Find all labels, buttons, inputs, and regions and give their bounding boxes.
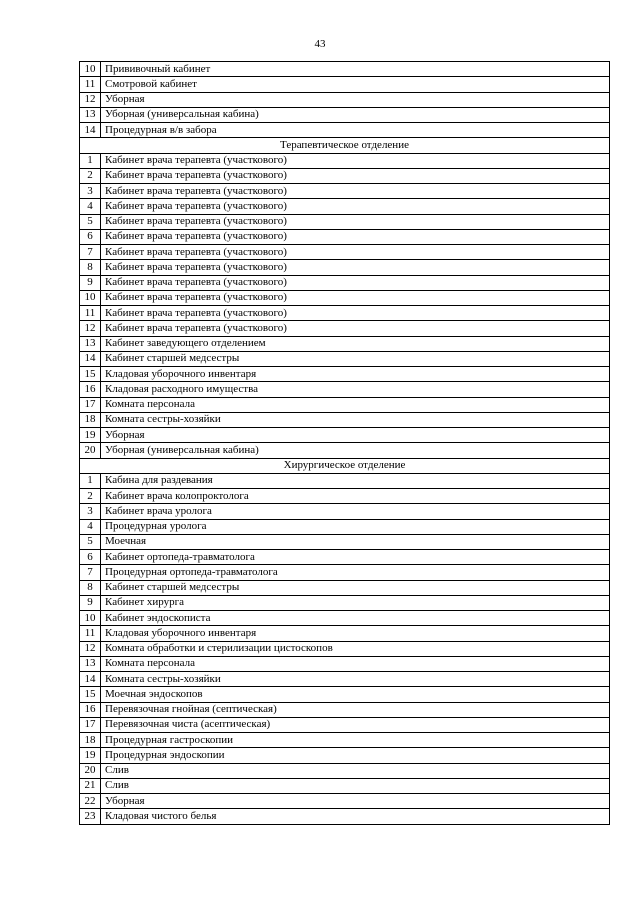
row-number: 1 [80, 153, 101, 168]
room-name: Процедурная эндоскопии [101, 748, 610, 763]
table-row [80, 214, 610, 229]
table-row [80, 611, 610, 626]
table-row [80, 641, 610, 656]
row-number: 3 [80, 504, 101, 519]
room-name: Слив [101, 763, 610, 778]
table-row [80, 92, 610, 107]
row-number: 11 [80, 306, 101, 321]
row-number: 16 [80, 702, 101, 717]
room-name: Смотровой кабинет [101, 77, 610, 92]
table-row [80, 321, 610, 336]
row-number: 21 [80, 778, 101, 793]
room-name: Кабинет эндоскописта [101, 611, 610, 626]
room-name: Кабинет врача терапевта (участкового) [101, 229, 610, 244]
table-row [80, 580, 610, 595]
room-name: Кладовая чистого белья [101, 809, 610, 824]
room-name: Кабинет врача терапевта (участкового) [101, 245, 610, 260]
table-row [80, 565, 610, 580]
row-number: 11 [80, 626, 101, 641]
table-row [80, 245, 610, 260]
room-name: Кабинет врача терапевта (участкового) [101, 168, 610, 183]
room-name: Моечная эндоскопов [101, 687, 610, 702]
table-row [80, 351, 610, 366]
row-number: 6 [80, 550, 101, 565]
row-number: 1 [80, 473, 101, 488]
row-number: 2 [80, 168, 101, 183]
table-row [80, 306, 610, 321]
row-number: 10 [80, 62, 101, 77]
table-row [80, 534, 610, 549]
room-name: Моечная [101, 534, 610, 549]
table-row [80, 672, 610, 687]
row-number: 13 [80, 336, 101, 351]
row-number: 14 [80, 672, 101, 687]
row-number: 3 [80, 184, 101, 199]
row-number: 12 [80, 92, 101, 107]
row-number: 8 [80, 580, 101, 595]
room-name: Комната сестры-хозяйки [101, 412, 610, 427]
table-row [80, 184, 610, 199]
room-name: Перевязочная гнойная (септическая) [101, 702, 610, 717]
room-name: Кабинет врача терапевта (участкового) [101, 184, 610, 199]
table-row [80, 123, 610, 138]
room-name: Прививочный кабинет [101, 62, 610, 77]
table-row [80, 489, 610, 504]
table-row [80, 107, 610, 122]
table-row [80, 473, 610, 488]
table-row [80, 428, 610, 443]
table-row [80, 412, 610, 427]
room-name: Кабинет врача терапевта (участкового) [101, 290, 610, 305]
row-number: 9 [80, 275, 101, 290]
room-name: Кладовая уборочного инвентаря [101, 367, 610, 382]
table-row [80, 733, 610, 748]
table-row [80, 336, 610, 351]
table-row [80, 778, 610, 793]
room-name: Комната персонала [101, 656, 610, 671]
row-number: 20 [80, 763, 101, 778]
table-row [80, 229, 610, 244]
table-row [80, 656, 610, 671]
table-row [80, 763, 610, 778]
row-number: 5 [80, 534, 101, 549]
row-number: 12 [80, 641, 101, 656]
table-row [80, 794, 610, 809]
table-row [80, 367, 610, 382]
table-row [80, 519, 610, 534]
table-row [80, 275, 610, 290]
row-number: 13 [80, 656, 101, 671]
row-number: 9 [80, 595, 101, 610]
row-number: 8 [80, 260, 101, 275]
room-name: Перевязочная чиста (асептическая) [101, 717, 610, 732]
room-name: Кабинет врача уролога [101, 504, 610, 519]
table-row [80, 77, 610, 92]
section-heading: Хирургическое отделение [80, 458, 610, 473]
row-number: 4 [80, 199, 101, 214]
row-number: 11 [80, 77, 101, 92]
table-row [80, 62, 610, 77]
table-row [80, 595, 610, 610]
room-name: Уборная [101, 428, 610, 443]
room-name: Кабинет врача терапевта (участкового) [101, 199, 610, 214]
page-number: 43 [314, 38, 326, 50]
table-row [80, 397, 610, 412]
room-name: Кабинет врача терапевта (участкового) [101, 275, 610, 290]
room-name: Кабинет заведующего отделением [101, 336, 610, 351]
table-row [80, 382, 610, 397]
row-number: 22 [80, 794, 101, 809]
table-row [80, 290, 610, 305]
room-name: Кабинет хирурга [101, 595, 610, 610]
table-row [80, 687, 610, 702]
room-name: Комната персонала [101, 397, 610, 412]
room-name: Кабинет врача терапевта (участкового) [101, 260, 610, 275]
room-name: Кабинет врача терапевта (участкового) [101, 153, 610, 168]
rooms-table-body [80, 62, 610, 825]
section-heading-row [80, 138, 610, 153]
room-name: Кабинет врача терапевта (участкового) [101, 306, 610, 321]
table-row [80, 717, 610, 732]
row-number: 10 [80, 611, 101, 626]
room-name: Уборная (универсальная кабина) [101, 443, 610, 458]
row-number: 19 [80, 748, 101, 763]
row-number: 7 [80, 245, 101, 260]
room-name: Кладовая расходного имущества [101, 382, 610, 397]
room-name: Кабинет врача терапевта (участкового) [101, 321, 610, 336]
room-name: Кабинет старшей медсестры [101, 580, 610, 595]
row-number: 23 [80, 809, 101, 824]
room-name: Слив [101, 778, 610, 793]
room-name: Кладовая уборочного инвентаря [101, 626, 610, 641]
room-name: Процедурная в/в забора [101, 123, 610, 138]
row-number: 14 [80, 351, 101, 366]
table-row [80, 168, 610, 183]
table-row [80, 443, 610, 458]
table-row [80, 702, 610, 717]
row-number: 15 [80, 687, 101, 702]
row-number: 16 [80, 382, 101, 397]
row-number: 20 [80, 443, 101, 458]
room-name: Процедурная гастроскопии [101, 733, 610, 748]
row-number: 12 [80, 321, 101, 336]
row-number: 7 [80, 565, 101, 580]
section-heading: Терапевтическое отделение [80, 138, 610, 153]
room-name: Комната обработки и стерилизации цистоскопов [101, 641, 610, 656]
table-row [80, 626, 610, 641]
row-number: 14 [80, 123, 101, 138]
table-row [80, 199, 610, 214]
room-name: Уборная [101, 92, 610, 107]
row-number: 15 [80, 367, 101, 382]
room-name: Процедурная ортопеда-травматолога [101, 565, 610, 580]
row-number: 4 [80, 519, 101, 534]
row-number: 2 [80, 489, 101, 504]
rooms-table [79, 61, 610, 825]
table-row [80, 504, 610, 519]
table-row [80, 748, 610, 763]
table-row [80, 550, 610, 565]
room-name: Процедурная уролога [101, 519, 610, 534]
room-name: Кабинет врача колопроктолога [101, 489, 610, 504]
row-number: 5 [80, 214, 101, 229]
room-name: Кабинет врача терапевта (участкового) [101, 214, 610, 229]
table-row [80, 153, 610, 168]
room-name: Уборная [101, 794, 610, 809]
table-row [80, 809, 610, 824]
room-name: Уборная (универсальная кабина) [101, 107, 610, 122]
row-number: 10 [80, 290, 101, 305]
room-name: Комната сестры-хозяйки [101, 672, 610, 687]
room-name: Кабина для раздевания [101, 473, 610, 488]
room-name: Кабинет старшей медсестры [101, 351, 610, 366]
table-row [80, 260, 610, 275]
room-name: Кабинет ортопеда-травматолога [101, 550, 610, 565]
row-number: 17 [80, 717, 101, 732]
row-number: 18 [80, 733, 101, 748]
row-number: 13 [80, 107, 101, 122]
row-number: 6 [80, 229, 101, 244]
row-number: 17 [80, 397, 101, 412]
section-heading-row [80, 458, 610, 473]
row-number: 19 [80, 428, 101, 443]
row-number: 18 [80, 412, 101, 427]
